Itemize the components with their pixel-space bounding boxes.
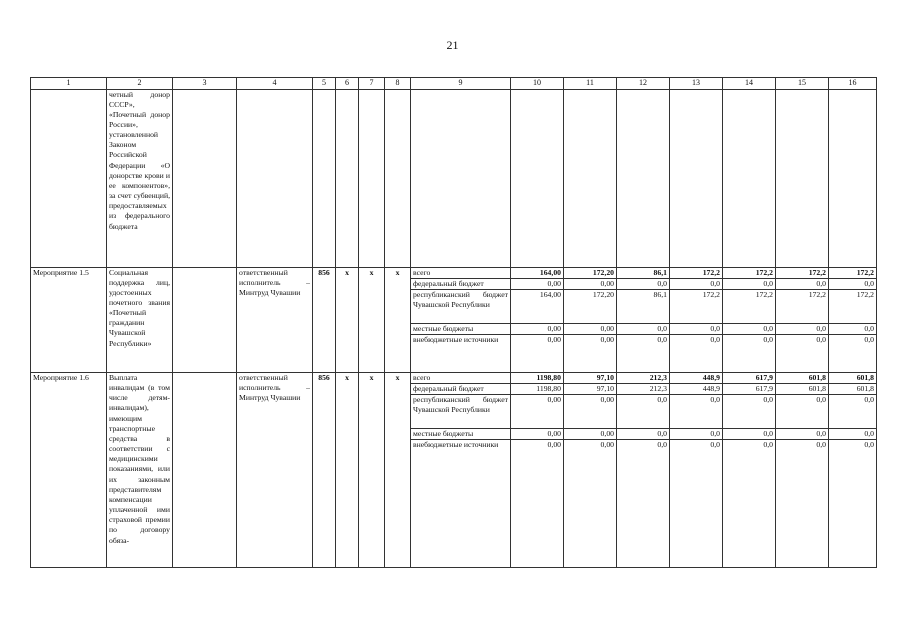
value-cell: 0,0 (776, 429, 829, 440)
value-cell: 0,0 (829, 440, 877, 568)
value-cell: 172,20 (564, 267, 617, 278)
budget-code: 856 (313, 267, 336, 278)
value-cell: 448,9 (670, 384, 723, 395)
value-cell: 172,2 (776, 289, 829, 323)
column-header: 7 (359, 78, 385, 90)
column-header: 13 (670, 78, 723, 90)
value-cell: 0,0 (829, 429, 877, 440)
code-cell: x (336, 267, 359, 278)
funding-source: всего (411, 267, 511, 278)
measure-description: Выплата инвалидам (в том числе детям-инвалидам), имеющим транспортные средства в соответствии с медицинскими показаниями, или их законным представителям компенсации уплаченной ими страховой премии по договору обяза- (107, 373, 173, 568)
value-cell: 0,0 (829, 395, 877, 429)
value-cell: 601,8 (829, 373, 877, 384)
measure-name: Мероприятие 1.5 (31, 267, 107, 372)
code-cell: x (385, 373, 411, 384)
value-cell: 0,00 (564, 429, 617, 440)
value-cell: 0,0 (670, 335, 723, 373)
value-cell: 0,00 (564, 395, 617, 429)
funding-source: местные бюджеты (411, 429, 511, 440)
measure-name: Мероприятие 1.6 (31, 373, 107, 568)
value-cell: 86,1 (617, 289, 670, 323)
column-header: 15 (776, 78, 829, 90)
value-cell: 0,0 (617, 440, 670, 568)
value-cell: 601,8 (776, 384, 829, 395)
value-cell: 172,2 (670, 267, 723, 278)
value-cell: 172,2 (723, 267, 776, 278)
continuation-row (31, 89, 877, 267)
value-cell: 0,00 (511, 278, 564, 289)
column-header: 9 (411, 78, 511, 90)
column-header: 2 (107, 78, 173, 90)
value-cell: 164,00 (511, 289, 564, 323)
value-cell: 0,0 (723, 278, 776, 289)
value-cell: 172,2 (776, 267, 829, 278)
value-cell: 0,00 (511, 323, 564, 334)
value-cell: 601,8 (829, 384, 877, 395)
value-cell: 0,0 (617, 395, 670, 429)
value-cell: 0,00 (564, 278, 617, 289)
value-cell: 0,0 (670, 440, 723, 568)
value-cell: 0,0 (723, 395, 776, 429)
value-cell: 0,0 (776, 278, 829, 289)
value-cell: 0,0 (670, 323, 723, 334)
value-cell: 0,00 (564, 335, 617, 373)
value-cell: 172,20 (564, 289, 617, 323)
value-cell: 617,9 (723, 384, 776, 395)
value-cell: 1198,80 (511, 373, 564, 384)
column-header: 3 (173, 78, 237, 90)
value-cell: 212,3 (617, 373, 670, 384)
measure-description: Социальная поддержка лиц, удостоенных почетного звания «Почетный гражданин Чувашской Республики» (107, 267, 173, 372)
value-cell: 172,2 (829, 267, 877, 278)
continued-description: четный донор СССР», «Почетный донор России», установленной Законом Российской Федерации «О донорстве крови и ее компонентов», за счет субвенций, предоставляемых из федерального бюджета (107, 89, 173, 267)
value-cell: 97,10 (564, 384, 617, 395)
column-header: 12 (617, 78, 670, 90)
value-cell: 0,0 (776, 323, 829, 334)
column-header: 4 (237, 78, 313, 90)
value-cell: 0,0 (723, 335, 776, 373)
value-cell: 0,00 (564, 440, 617, 568)
column-header: 14 (723, 78, 776, 90)
value-cell: 1198,80 (511, 384, 564, 395)
value-cell: 0,0 (723, 440, 776, 568)
funding-source: республиканский бюджет Чувашской Республики (411, 289, 511, 323)
column-header: 1 (31, 78, 107, 90)
code-cell: x (336, 373, 359, 384)
code-cell: x (359, 267, 385, 278)
funding-source: внебюджетные источники (411, 335, 511, 373)
column-header: 8 (385, 78, 411, 90)
value-cell: 172,2 (829, 289, 877, 323)
funding-source: всего (411, 373, 511, 384)
funding-source: местные бюджеты (411, 323, 511, 334)
column-header: 10 (511, 78, 564, 90)
value-cell: 0,0 (670, 278, 723, 289)
funding-source: внебюджетные источники (411, 440, 511, 568)
code-cell: x (385, 267, 411, 278)
measure-executor: ответственный исполнитель – Минтруд Чувашии (237, 267, 313, 372)
value-cell: 0,00 (564, 323, 617, 334)
value-cell: 212,3 (617, 384, 670, 395)
value-cell: 0,00 (511, 440, 564, 568)
value-cell: 97,10 (564, 373, 617, 384)
value-cell: 0,0 (829, 278, 877, 289)
value-cell: 0,0 (723, 323, 776, 334)
value-cell: 0,0 (670, 429, 723, 440)
value-cell: 0,0 (776, 440, 829, 568)
value-cell: 0,0 (776, 395, 829, 429)
code-cell: x (359, 373, 385, 384)
value-cell: 448,9 (670, 373, 723, 384)
value-cell: 617,9 (723, 373, 776, 384)
measure-executor: ответственный исполнитель – Минтруд Чувашии (237, 373, 313, 568)
value-cell: 0,0 (617, 335, 670, 373)
program-budget-table (30, 77, 877, 568)
value-cell: 0,0 (829, 323, 877, 334)
value-cell: 0,0 (723, 429, 776, 440)
value-cell: 0,0 (829, 335, 877, 373)
funding-source: федеральный бюджет (411, 278, 511, 289)
value-cell: 0,0 (617, 429, 670, 440)
value-cell: 601,8 (776, 373, 829, 384)
value-cell: 0,0 (670, 395, 723, 429)
value-cell: 0,00 (511, 335, 564, 373)
value-cell: 86,1 (617, 267, 670, 278)
column-header: 6 (336, 78, 359, 90)
value-cell: 172,2 (670, 289, 723, 323)
budget-code: 856 (313, 373, 336, 384)
column-header: 5 (313, 78, 336, 90)
value-cell: 0,00 (511, 429, 564, 440)
value-cell: 0,0 (617, 323, 670, 334)
value-cell: 0,0 (776, 335, 829, 373)
funding-source: федеральный бюджет (411, 384, 511, 395)
table-row (31, 267, 877, 278)
value-cell: 0,0 (617, 278, 670, 289)
column-header: 16 (829, 78, 877, 90)
table-row (31, 373, 877, 384)
funding-source: республиканский бюджет Чувашской Республики (411, 395, 511, 429)
value-cell: 164,00 (511, 267, 564, 278)
value-cell: 0,00 (511, 395, 564, 429)
value-cell: 172,2 (723, 289, 776, 323)
page-number: 21 (446, 38, 459, 52)
column-header: 11 (564, 78, 617, 90)
column-number-row (31, 78, 877, 90)
